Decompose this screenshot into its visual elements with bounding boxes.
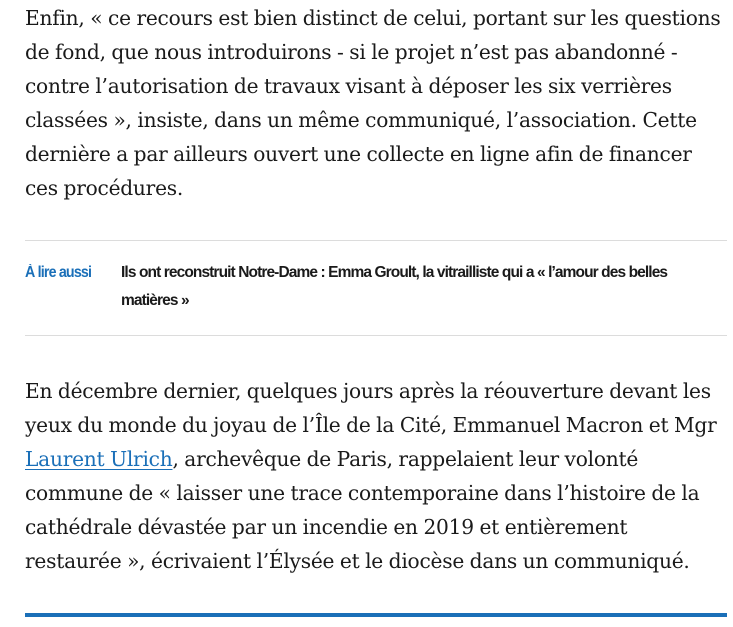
related-article-box xyxy=(25,240,727,336)
related-label: À lire aussi xyxy=(25,264,92,281)
article-body xyxy=(25,0,727,578)
person-link-laurent-ulrich[interactable]: Laurent Ulrich xyxy=(25,447,173,471)
article-paragraph: Enfin, « ce recours est bien distinct de celui, portant sur les questions de fond, que nous introduirons - si le projet n’est pas abandonné - contre l’autorisation de travaux visant à déposer les six verrières classées », insiste, dans un même communiqué, l’association. Cette dernière a par ailleurs ouvert une collecte en ligne afin de financer ces procédures. xyxy=(25,6,721,200)
paragraph-text: , archevêque de Paris, rappelaient leur volonté commune de « laisser une trace contemporaine dans l’histoire de la cathédrale dévastée par un incendie en 2019 et entièrement restaurée », écrivaient l’Élysée et le diocèse dans un communiqué. xyxy=(25,447,700,573)
article-paragraph xyxy=(25,374,727,578)
paragraph-text: En décembre dernier, quelques jours après la réouverture devant les yeux du monde du joyau de l’Île de la Cité, Emmanuel Macron et Mgr xyxy=(25,379,717,437)
related-article-link[interactable]: Ils ont reconstruit Notre-Dame : Emma Groult, la vitrailliste qui a « l’amour des belles matières » xyxy=(121,264,668,309)
section-divider xyxy=(25,613,727,617)
